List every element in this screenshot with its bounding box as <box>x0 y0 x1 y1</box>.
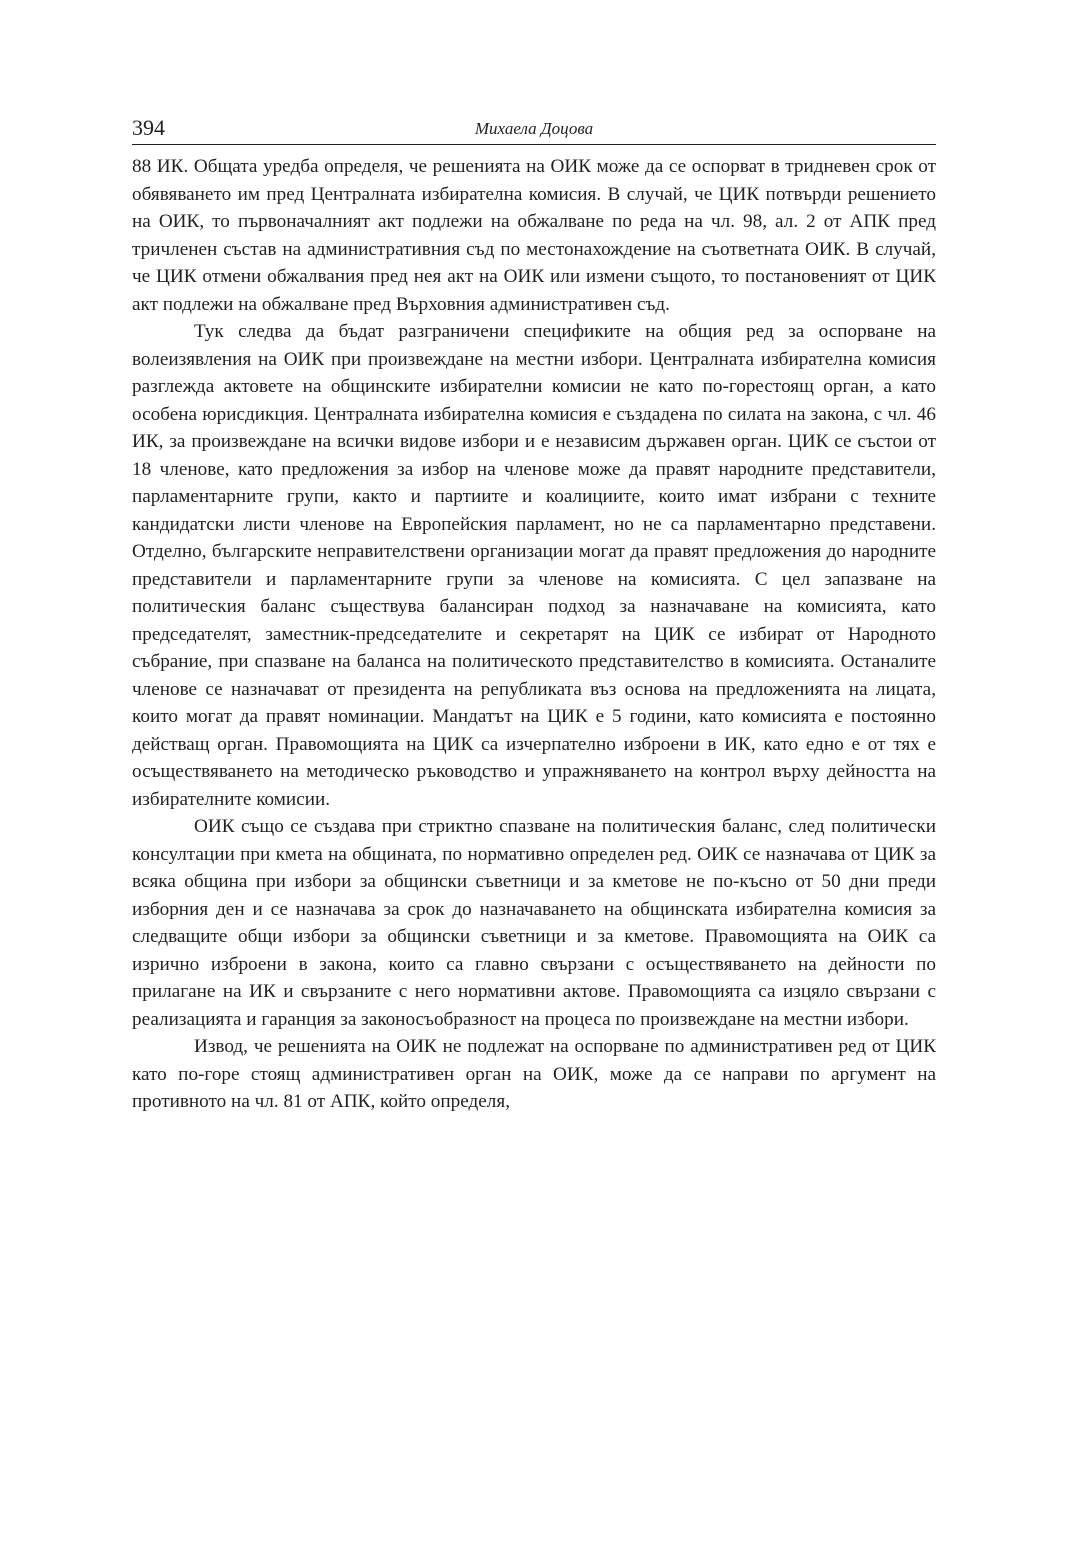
running-title: Михаела Доцова <box>474 119 594 138</box>
paragraph-2: Тук следва да бъдат разграничени спецификите на общия ред за оспорване на волеизявления на ОИК при произвеждане на местни избори. Централната избирателна комисия разглежда актовете на общинските избирателни комисии не като по-горестоящ орган, а като особена юрисдикция. Централната избирателна комисия е създадена по силата на закона, с чл. 46 ИК, за произвеждане на всички видове избори и е независим държавен орган. ЦИК се състои от 18 членове, като предложения за избор на членове може да правят народните представители, парламентарните групи, както и партиите и коалициите, които имат избрани с техните кандидатски листи членове на Европейския парламент, но не са парламентарно представени. Отделно, българските неправителствени организации могат да правят предложения до народните представители и парламентарните групи за членове на комисията. С цел запазване на политическия баланс съществува балансиран подход за назначаване на комисията, като председателят, заместник-председателите и секретарят на ЦИК се избират от Народното събрание, при спазване на баланса на политическото представителство в комисията. Останалите членове се назначават от президента на републиката въз основа на предложенията на лицата, които могат да правят номинации. Мандатът на ЦИК е 5 години, като комисията е постоянно действащ орган. Правомощията на ЦИК са изчерпателно изброени в ИК, като едно е от тях е осъществяването на методическо ръководство и упражняването на контрол върху дейността на избирателните комисии. <box>132 321 936 810</box>
book-page <box>132 112 936 1116</box>
paragraph-3: ОИК също се създава при стриктно спазване на политическия баланс, след политически консултации при кмета на общината, по нормативно определен ред. ОИК се назначава от ЦИК за всяка община при избори за общински съветници и за кметове не по-късно от 50 дни преди изборния ден и се назначава за срок до назначаването на общинската избирателна комисия за следващите общи избори за общински съветници и за кметове. Правомощията на ОИК са изрично изброени в закона, които са главно свързани с осъществяването на дейности по прилагане на ИК и свързаните с него нормативни актове. Правомощията са изцяло свързани с реализацията и гаранция за законосъобразност на процеса по произвеждане на местни избори. <box>132 816 936 1030</box>
page-number: 394 <box>132 115 165 140</box>
paragraph-4: Извод, че решенията на ОИК не подлежат на оспорване по административен ред от ЦИК като по-горе стоящ административен орган на ОИК, може да се направи по аргумент на противното на чл. 81 от АПК, който определя, <box>132 1036 936 1112</box>
paragraph-1: 88 ИК. Общата уредба определя, че решенията на ОИК може да се оспорват в тридневен срок от обявяването им пред Централната избирателна комисия. В случай, че ЦИК потвърди решението на ОИК, то първоначалният акт подлежи на обжалване по реда на чл. 98, ал. 2 от АПК пред тричленен състав на административния съд по местонахождение на съответната ОИК. В случай, че ЦИК отмени обжалвания пред нея акт на ОИК или измени същото, то постановеният от ЦИК акт подлежи на обжалване пред Върховния административен съд. <box>132 156 936 315</box>
body-text <box>132 153 936 1116</box>
page-header <box>132 112 936 145</box>
